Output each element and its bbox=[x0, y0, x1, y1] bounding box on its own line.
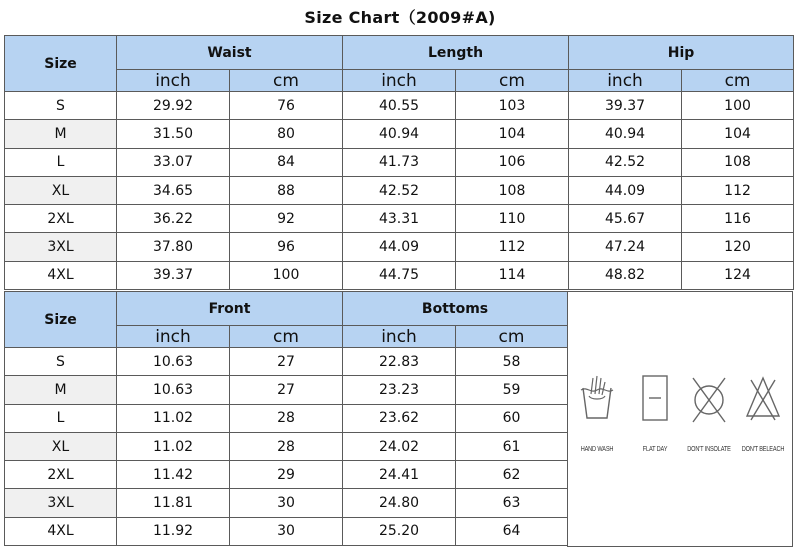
size-cell: 4XL bbox=[5, 517, 117, 545]
table-row bbox=[5, 489, 568, 517]
value-cell: 124 bbox=[682, 261, 794, 289]
value-cell: 114 bbox=[456, 261, 569, 289]
value-cell: 88 bbox=[230, 176, 343, 204]
value-cell: 61 bbox=[456, 432, 568, 460]
care-label: HAND WASH bbox=[580, 446, 614, 453]
table-row bbox=[5, 205, 794, 233]
table-row bbox=[5, 92, 794, 120]
group-header-hip: Hip bbox=[569, 36, 794, 70]
size-cell: S bbox=[5, 92, 117, 120]
unit-header: cm bbox=[230, 326, 343, 348]
size-cell: 3XL bbox=[5, 489, 117, 517]
value-cell: 76 bbox=[230, 92, 343, 120]
value-cell: 34.65 bbox=[117, 176, 230, 204]
size-cell: 3XL bbox=[5, 233, 117, 261]
value-cell: 40.94 bbox=[569, 120, 682, 148]
do-not-insolate-icon bbox=[689, 370, 729, 430]
size-cell: XL bbox=[5, 176, 117, 204]
table-row bbox=[5, 432, 568, 460]
care-item bbox=[735, 370, 791, 453]
value-cell: 11.92 bbox=[117, 517, 230, 545]
value-cell: 30 bbox=[230, 489, 343, 517]
size-cell: M bbox=[5, 120, 117, 148]
value-cell: 112 bbox=[682, 176, 794, 204]
value-cell: 40.55 bbox=[343, 92, 456, 120]
size-cell: XL bbox=[5, 432, 117, 460]
size-cell: 2XL bbox=[5, 205, 117, 233]
value-cell: 40.94 bbox=[343, 120, 456, 148]
table-row bbox=[5, 148, 794, 176]
unit-header: cm bbox=[456, 326, 568, 348]
care-label: DON'T INSOLATE bbox=[687, 446, 731, 453]
value-cell: 41.73 bbox=[343, 148, 456, 176]
value-cell: 48.82 bbox=[569, 261, 682, 289]
value-cell: 33.07 bbox=[117, 148, 230, 176]
value-cell: 103 bbox=[456, 92, 569, 120]
value-cell: 24.41 bbox=[343, 461, 456, 489]
value-cell: 45.67 bbox=[569, 205, 682, 233]
value-cell: 47.24 bbox=[569, 233, 682, 261]
value-cell: 42.52 bbox=[569, 148, 682, 176]
value-cell: 58 bbox=[456, 348, 568, 376]
size-cell: L bbox=[5, 148, 117, 176]
unit-header: inch bbox=[343, 70, 456, 92]
value-cell: 22.83 bbox=[343, 348, 456, 376]
value-cell: 60 bbox=[456, 404, 568, 432]
value-cell: 44.09 bbox=[569, 176, 682, 204]
value-cell: 120 bbox=[682, 233, 794, 261]
value-cell: 110 bbox=[456, 205, 569, 233]
value-cell: 11.81 bbox=[117, 489, 230, 517]
page-title: Size Chart（2009#A) bbox=[304, 8, 496, 27]
value-cell: 23.62 bbox=[343, 404, 456, 432]
value-cell: 108 bbox=[682, 148, 794, 176]
unit-header: inch bbox=[343, 326, 456, 348]
value-cell: 27 bbox=[230, 376, 343, 404]
value-cell: 24.02 bbox=[343, 432, 456, 460]
value-cell: 100 bbox=[682, 92, 794, 120]
value-cell: 62 bbox=[456, 461, 568, 489]
value-cell: 116 bbox=[682, 205, 794, 233]
unit-header: cm bbox=[230, 70, 343, 92]
table-row bbox=[5, 120, 794, 148]
value-cell: 112 bbox=[456, 233, 569, 261]
value-cell: 44.75 bbox=[343, 261, 456, 289]
value-cell: 96 bbox=[230, 233, 343, 261]
group-header-waist: Waist bbox=[117, 36, 343, 70]
value-cell: 39.37 bbox=[117, 261, 230, 289]
value-cell: 24.80 bbox=[343, 489, 456, 517]
group-header-length: Length bbox=[343, 36, 569, 70]
value-cell: 11.42 bbox=[117, 461, 230, 489]
table-row bbox=[5, 233, 794, 261]
value-cell: 10.63 bbox=[117, 376, 230, 404]
do-not-bleach-icon bbox=[743, 370, 783, 430]
group-header-front: Front bbox=[117, 292, 343, 326]
flat-dry-icon bbox=[635, 370, 675, 430]
value-cell: 29.92 bbox=[117, 92, 230, 120]
value-cell: 100 bbox=[230, 261, 343, 289]
table-row bbox=[5, 376, 568, 404]
care-item bbox=[681, 370, 737, 453]
care-item bbox=[569, 370, 625, 453]
care-item bbox=[627, 370, 683, 453]
care-label: DON'T BELEACH bbox=[741, 446, 785, 453]
value-cell: 42.52 bbox=[343, 176, 456, 204]
unit-header: inch bbox=[117, 326, 230, 348]
table-row bbox=[5, 461, 568, 489]
care-label: FLAT DAY bbox=[642, 446, 668, 453]
table-row bbox=[5, 517, 568, 545]
value-cell: 28 bbox=[230, 432, 343, 460]
table-row bbox=[5, 348, 568, 376]
value-cell: 11.02 bbox=[117, 404, 230, 432]
value-cell: 80 bbox=[230, 120, 343, 148]
value-cell: 104 bbox=[456, 120, 569, 148]
value-cell: 28 bbox=[230, 404, 343, 432]
size-cell: L bbox=[5, 404, 117, 432]
value-cell: 106 bbox=[456, 148, 569, 176]
value-cell: 11.02 bbox=[117, 432, 230, 460]
table-row bbox=[5, 404, 568, 432]
value-cell: 104 bbox=[682, 120, 794, 148]
value-cell: 108 bbox=[456, 176, 569, 204]
care-instructions-panel bbox=[567, 291, 793, 547]
value-cell: 59 bbox=[456, 376, 568, 404]
size-cell: S bbox=[5, 348, 117, 376]
value-cell: 29 bbox=[230, 461, 343, 489]
value-cell: 84 bbox=[230, 148, 343, 176]
value-cell: 10.63 bbox=[117, 348, 230, 376]
value-cell: 43.31 bbox=[343, 205, 456, 233]
size-header: Size bbox=[5, 292, 117, 348]
size-cell: 2XL bbox=[5, 461, 117, 489]
unit-header: inch bbox=[569, 70, 682, 92]
value-cell: 39.37 bbox=[569, 92, 682, 120]
table-row bbox=[5, 176, 794, 204]
value-cell: 31.50 bbox=[117, 120, 230, 148]
value-cell: 92 bbox=[230, 205, 343, 233]
unit-header: cm bbox=[456, 70, 569, 92]
value-cell: 30 bbox=[230, 517, 343, 545]
table-row bbox=[5, 261, 794, 289]
unit-header: cm bbox=[682, 70, 794, 92]
size-cell: M bbox=[5, 376, 117, 404]
size-chart-table-main bbox=[4, 35, 794, 290]
value-cell: 37.80 bbox=[117, 233, 230, 261]
value-cell: 44.09 bbox=[343, 233, 456, 261]
size-header: Size bbox=[5, 36, 117, 92]
unit-header: inch bbox=[117, 70, 230, 92]
hand-wash-icon bbox=[577, 370, 617, 430]
value-cell: 23.23 bbox=[343, 376, 456, 404]
size-chart-table-secondary bbox=[4, 291, 568, 546]
value-cell: 36.22 bbox=[117, 205, 230, 233]
size-cell: 4XL bbox=[5, 261, 117, 289]
value-cell: 27 bbox=[230, 348, 343, 376]
group-header-bottoms: Bottoms bbox=[343, 292, 568, 326]
value-cell: 63 bbox=[456, 489, 568, 517]
value-cell: 25.20 bbox=[343, 517, 456, 545]
value-cell: 64 bbox=[456, 517, 568, 545]
